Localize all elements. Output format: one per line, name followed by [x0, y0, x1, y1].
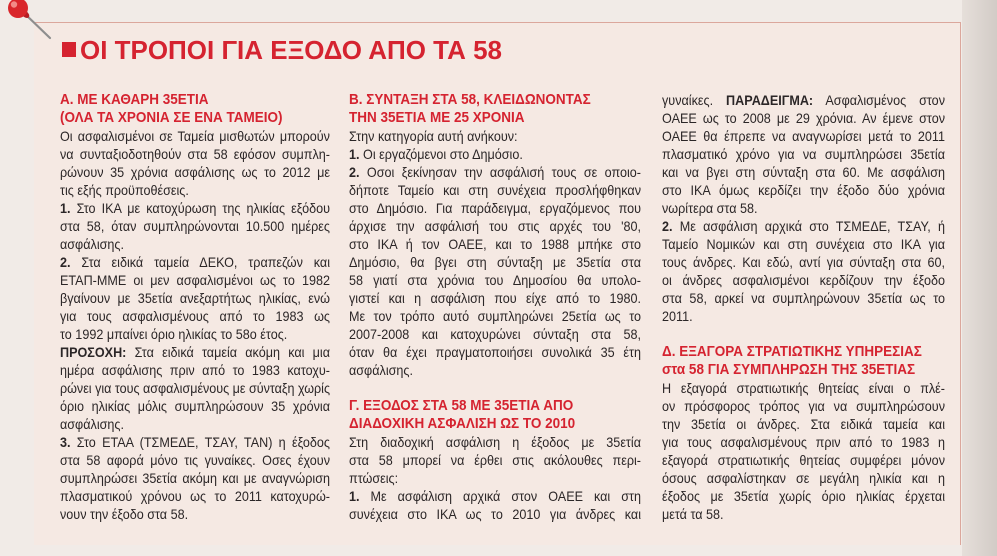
- text-segment: όριο ηλικίας μόλις συμπληρώσουν 35 χρόνια: [60, 398, 330, 414]
- text-line-inner: [662, 91, 945, 109]
- text-segment: 2007-2008 και κατοχυρώνει σύνταξη στα 58,: [349, 326, 642, 342]
- text-line: [662, 163, 945, 181]
- text-segment: ρώνει για τους ασφαλισμένους με σύνταξη χωρίς: [60, 380, 330, 396]
- text-segment: νωρίτερα στα 58.: [662, 200, 758, 216]
- text-segment: στα 58 μπορεί να έρθει στις ακόλουθες περι-: [349, 452, 642, 468]
- text-line: [60, 145, 330, 163]
- text-line: [60, 163, 330, 181]
- heading-line: [662, 343, 945, 361]
- text-segment: ρώνουν 35 χρόνια ασφάλισης ως το 2012 με: [60, 164, 330, 180]
- text-column-1: [60, 91, 330, 523]
- text-line-inner: [349, 145, 523, 163]
- article-section: [349, 397, 641, 523]
- bold-text: ΠΑΡΑΔΕΙΓΜΑ:: [726, 92, 814, 108]
- text-segment: Στο ΙΚΑ με κατοχύρωση της ηλικίας εξόδου: [70, 200, 331, 216]
- heading-line: [60, 109, 330, 127]
- text-segment: συμπληρώσει 35ετία ακόμη και με αναγνώριση: [60, 470, 330, 486]
- text-line: [662, 307, 945, 325]
- text-segment: ασφάλισης.: [349, 362, 413, 378]
- text-segment: πλασματικό χρόνο για να συμπληρώσει 35ετία: [662, 146, 945, 162]
- text-segment: Με ασφάλιση αρχικά στον ΟΑΕΕ και στη: [359, 488, 641, 504]
- text-line-inner: [349, 253, 641, 271]
- paragraph: [662, 379, 945, 523]
- text-line-inner: [662, 307, 693, 325]
- text-line-inner: [60, 199, 330, 217]
- text-segment: πτώσεις:: [349, 470, 399, 486]
- text-line: [60, 271, 330, 289]
- text-segment: στο ΙΚΑ όμως κερδίζει την έξοδο δύο χρόνια: [662, 182, 946, 198]
- text-line: [349, 451, 641, 469]
- article-section: [60, 91, 330, 523]
- text-line: [60, 217, 330, 235]
- text-segment: Στην κατηγορία αυτή ανήκουν:: [349, 128, 518, 144]
- text-segment: στο Δημόσιο. Για παράδειγμα, εργαζόμενος που: [349, 200, 641, 216]
- text-line: [662, 415, 945, 433]
- paragraph: [349, 127, 641, 145]
- heading-line-inner: [60, 91, 209, 109]
- text-segment: στα 58, όταν συμπληρώνονται 10.500 ημέρες: [60, 218, 330, 234]
- text-line: [60, 199, 330, 217]
- text-segment: πλασματικού χρόνου ως το 2011 κατοχυρώ-: [60, 488, 330, 504]
- text-segment: άρχισε την ασφάλισή του στις αρχές του '80,: [349, 218, 641, 234]
- article-section: [662, 343, 945, 523]
- text-line-inner: [662, 109, 945, 127]
- heading-text: Α. ΜΕ ΚΑΘΑΡΗ 35ΕΤΙΑ: [60, 91, 209, 108]
- text-line: [662, 91, 945, 109]
- text-line: [349, 217, 641, 235]
- text-segment: Στα ειδικά ταμεία ΔΕΚΟ, τραπεζών και: [70, 254, 331, 270]
- text-line-inner: [349, 505, 641, 523]
- text-line-inner: [60, 217, 330, 235]
- text-line: [349, 433, 641, 451]
- text-segment: ασφάλισης.: [60, 416, 124, 432]
- heading-line: [349, 397, 641, 415]
- heading-line: [349, 415, 641, 433]
- text-line-inner: [662, 181, 945, 199]
- text-line-inner: [60, 379, 330, 397]
- text-line-inner: [60, 181, 189, 199]
- text-segment: Στα ειδικά ταμεία ακόμη και μια: [126, 344, 330, 360]
- text-line: [662, 379, 945, 397]
- text-line-inner: [662, 397, 945, 415]
- heading-text: (ΟΛΑ ΤΑ ΧΡΟΝΙΑ ΣΕ ΕΝΑ ΤΑΜΕΙΟ): [60, 109, 283, 126]
- bold-text: 2.: [662, 218, 673, 234]
- section-heading: [349, 91, 641, 127]
- text-line-inner: [60, 253, 330, 271]
- text-line-inner: [349, 181, 641, 199]
- text-segment: Δημόσιο, θα βγει στη σύνταξη με 35ετία στα: [349, 254, 641, 270]
- text-line: [662, 505, 945, 523]
- heading-text: Δ. ΕΞΑΓΟΡΑ ΣΤΡΑΤΙΩΤΙΚΗΣ ΥΠΗΡΕΣΙΑΣ: [662, 343, 922, 360]
- text-line-inner: [60, 451, 330, 469]
- text-line-inner: [662, 235, 945, 253]
- text-line: [349, 325, 641, 343]
- heading-text: Γ. ΕΞΟΔΟΣ ΣΤΑ 58 ΜΕ 35ΕΤΙΑ ΑΠΟ: [349, 397, 574, 414]
- bold-text: 2.: [60, 254, 71, 270]
- text-line: [60, 415, 330, 433]
- bold-text: 2.: [349, 164, 360, 180]
- text-segment: Με ασφάλιση αρχικά στο ΤΣΜΕΔΕ, ΤΣΑΥ, ή: [672, 218, 946, 234]
- section-heading: [662, 343, 945, 379]
- bold-text: 1.: [349, 488, 360, 504]
- text-line-inner: [349, 343, 641, 361]
- text-segment: ΕΤΑΠ-ΜΜΕ οι μεν ασφαλισμένοι ως το 1982: [60, 272, 330, 288]
- text-line: [662, 451, 945, 469]
- text-segment: όταν θα έχει πραγματοποιήσει συνολικά 35 έτη: [349, 344, 641, 360]
- text-line: [662, 145, 945, 163]
- text-segment: βγαίνουν με 35ετία ανεξαρτήτως ηλικίας, ενώ: [60, 290, 330, 306]
- text-line: [60, 451, 330, 469]
- text-segment: ασφάλισης.: [60, 236, 124, 252]
- text-segment: τις εξής προϋποθέσεις.: [60, 182, 189, 198]
- text-segment: στα 58, αρκεί να συμπληρώνουν 35ετία ως το: [662, 290, 946, 306]
- bold-text: ΠΡΟΣΟΧΗ:: [60, 344, 127, 360]
- text-line-inner: [60, 433, 330, 451]
- heading-line-inner: [349, 415, 575, 433]
- text-segment: γιστεί και η ασφάλιση που είχε από το 1980.: [349, 290, 641, 306]
- text-line-inner: [60, 487, 330, 505]
- text-line-inner: [662, 415, 945, 433]
- text-segment: Η εξαγορά στρατιωτικής θητείας είναι ο πλέ-: [662, 380, 946, 396]
- text-segment: ον πρόσφορος τρόπος για να συμπληρώσουν: [662, 398, 946, 414]
- paragraph: [349, 163, 641, 379]
- text-segment: νουν την έξοδο στα 58.: [60, 506, 189, 522]
- text-line: [662, 253, 945, 271]
- text-segment: το 1992 μπαίνει όριο ηλικίας το 58ο έτος.: [60, 326, 288, 342]
- text-line-inner: [662, 145, 945, 163]
- text-segment: ημέρα ασφάλισης πριν από το 1983 κατοχυ-: [60, 362, 330, 378]
- text-line: [60, 505, 330, 523]
- heading-text: ΔΙΑΔΟΧΙΚΗ ΑΣΦΑΛΙΣΗ ΩΣ ΤΟ 2010: [349, 415, 576, 432]
- text-segment: Με τον τρόπο αυτό συμπληρώνει 25ετία ως το: [349, 308, 642, 324]
- text-line: [349, 469, 641, 487]
- text-line: [662, 469, 945, 487]
- text-line-inner: [349, 271, 641, 289]
- text-line: [349, 361, 641, 379]
- text-line-inner: [349, 235, 641, 253]
- paragraph: [349, 487, 641, 523]
- text-segment: τους άνδρες. Και εδώ, αντί για σύνταξη στα 60,: [662, 254, 945, 270]
- text-segment: γυναίκες.: [662, 92, 727, 108]
- heading-line-inner: [662, 361, 915, 379]
- text-line: [662, 289, 945, 307]
- text-line-inner: [662, 379, 945, 397]
- text-segment: εξαγορά στρατιωτικής θητείας συμφέρει μόνον: [662, 452, 946, 468]
- text-segment: για τους ασφαλισμένους από το 1983 ως: [60, 308, 330, 324]
- text-line: [662, 217, 945, 235]
- text-line: [349, 235, 641, 253]
- text-segment: στο ΙΚΑ ή τον ΟΑΕΕ, και το 1988 μπήκε στο: [349, 236, 642, 252]
- text-line-inner: [349, 451, 641, 469]
- text-line: [60, 253, 330, 271]
- paragraph: [662, 217, 945, 325]
- text-line: [60, 235, 330, 253]
- text-line-inner: [349, 289, 641, 307]
- text-line: [60, 433, 330, 451]
- text-segment: και να βγει στη σύνταξη στα 60. Με ασφάλιση: [662, 164, 945, 180]
- text-line: [60, 127, 330, 145]
- text-segment: Ασφαλισμένος στον: [813, 92, 945, 108]
- text-line-inner: [662, 253, 945, 271]
- paragraph: [60, 253, 330, 343]
- text-line: [349, 307, 641, 325]
- text-line-inner: [60, 361, 330, 379]
- text-line: [60, 397, 330, 415]
- text-line-inner: [60, 325, 287, 343]
- text-line-inner: [60, 415, 124, 433]
- text-line-inner: [662, 505, 724, 523]
- paragraph: [60, 199, 330, 253]
- text-line-inner: [60, 505, 188, 523]
- heading-text: στα 58 ΓΙΑ ΣΥΜΠΛΗΡΩΣΗ ΤΗΣ 35ΕΤΙΑΣ: [662, 361, 916, 378]
- text-segment: Στη διαδοχική ασφάλιση η έξοδος με 35ετία: [349, 434, 642, 450]
- text-segment: μετά τα 58.: [662, 506, 724, 522]
- heading-line: [349, 91, 641, 109]
- text-line-inner: [662, 127, 945, 145]
- text-line: [349, 487, 641, 505]
- text-line-inner: [349, 199, 641, 217]
- paragraph: [349, 433, 641, 487]
- bold-text: 1.: [349, 146, 360, 162]
- text-line-inner: [662, 271, 945, 289]
- text-line-inner: [60, 343, 330, 361]
- text-segment: Οι ασφαλισμένοι σε Ταμεία μισθωτών μπορούν: [60, 128, 330, 144]
- text-line-inner: [349, 307, 641, 325]
- text-line-inner: [60, 127, 330, 145]
- text-line-inner: [349, 361, 413, 379]
- text-column-3: [662, 91, 945, 523]
- text-line: [60, 361, 330, 379]
- text-line: [349, 145, 641, 163]
- text-line-inner: [349, 127, 518, 145]
- text-line: [60, 307, 330, 325]
- heading-line-inner: [349, 397, 573, 415]
- text-line-inner: [662, 163, 945, 181]
- text-line: [662, 127, 945, 145]
- paragraph: [60, 433, 330, 523]
- text-line-inner: [60, 235, 124, 253]
- text-segment: για τους ασφαλισμένους πριν από το 1983 η: [662, 434, 945, 450]
- paragraph: [60, 343, 330, 433]
- heading-text: Β. ΣΥΝΤΑΞΗ ΣΤΑ 58, ΚΛΕΙΔΩΝΟΝΤΑΣ: [349, 91, 591, 108]
- text-segment: Οσοι ξεκίνησαν την ασφάλισή τους σε οποιο-: [359, 164, 641, 180]
- text-segment: όσους ασφαλίστηκαν σε μεγάλη ηλικία και η: [662, 470, 946, 486]
- heading-line-inner: [60, 109, 282, 127]
- text-segment: Οι εργαζόμενοι στο Δημόσιο.: [359, 146, 523, 162]
- text-line-inner: [60, 397, 330, 415]
- text-line-inner: [60, 289, 330, 307]
- text-segment: 58 γιατί στα χρόνια του Δημοσίου θα υπολο-: [349, 272, 642, 288]
- text-line-inner: [60, 145, 330, 163]
- text-line-inner: [60, 307, 330, 325]
- paragraph: [349, 145, 641, 163]
- text-segment: συνέχεια στο ΙΚΑ ως το 2010 για άνδρες και: [349, 506, 641, 522]
- text-line-inner: [60, 163, 330, 181]
- article-section: [662, 91, 945, 325]
- text-segment: έξοδος με 35ετία χωρίς όριο ηλικίας έρχεται: [662, 488, 945, 504]
- text-line: [349, 127, 641, 145]
- text-segment: ΟΑΕΕ θα έπρεπε να αναγνωρίσει μετά το 2011: [662, 128, 946, 144]
- article-title: [80, 35, 502, 65]
- text-line: [60, 487, 330, 505]
- text-line-inner: [349, 487, 641, 505]
- text-line: [662, 235, 945, 253]
- text-line-inner: [60, 271, 330, 289]
- paragraph: [60, 127, 330, 199]
- text-line: [662, 397, 945, 415]
- text-line: [349, 181, 641, 199]
- text-line: [662, 271, 945, 289]
- text-line: [662, 487, 945, 505]
- text-line-inner: [662, 469, 945, 487]
- heading-line-inner: [349, 109, 525, 127]
- text-segment: να συνταξιοδοτηθούν στα 58 εφόσον συμπλη-: [60, 146, 330, 162]
- article-title-text: ΟΙ ΤΡΟΠΟΙ ΓΙΑ ΕΞΟΔΟ ΑΠΟ ΤΑ 58: [80, 35, 502, 65]
- text-line: [662, 199, 945, 217]
- text-line-inner: [662, 199, 758, 217]
- heading-text: ΤΗΝ 35ΕΤΙΑ ΜΕ 25 ΧΡΟΝΙΑ: [349, 109, 525, 126]
- text-segment: 2011.: [662, 308, 693, 324]
- text-segment: στα 58 αφορά μόνο τις γυναίκες. Οσες έχουν: [60, 452, 330, 468]
- section-heading: [60, 91, 330, 127]
- heading-line: [60, 91, 330, 109]
- text-line: [349, 253, 641, 271]
- heading-line-inner: [662, 343, 922, 361]
- scan-edge: [962, 0, 997, 556]
- text-line: [349, 505, 641, 523]
- text-line-inner: [662, 487, 945, 505]
- text-line: [349, 343, 641, 361]
- text-line: [60, 289, 330, 307]
- text-line-inner: [349, 325, 641, 343]
- article-section: [349, 91, 641, 379]
- paragraph: [662, 91, 945, 217]
- text-line: [349, 271, 641, 289]
- pushpin-icon: [0, 0, 64, 48]
- text-segment: ΟΑΕΕ ως το 2008 με 29 χρόνια. Αν έμενε στον: [662, 110, 946, 126]
- text-line-inner: [349, 163, 641, 181]
- text-line-inner: [662, 289, 945, 307]
- text-line-inner: [349, 469, 398, 487]
- text-line: [60, 469, 330, 487]
- text-line: [60, 343, 330, 361]
- text-line-inner: [349, 433, 641, 451]
- title-bullet: [62, 42, 76, 57]
- text-line-inner: [662, 433, 945, 451]
- text-segment: οι άνδρες ασφαλισμένοι κερδίζουν την έξοδο: [662, 272, 945, 288]
- text-segment: την 35ετία οι άνδρες. Στα ειδικά ταμεία και: [662, 416, 946, 432]
- section-heading: [349, 397, 641, 433]
- text-line: [60, 379, 330, 397]
- text-column-2: [349, 91, 641, 523]
- text-line: [349, 289, 641, 307]
- text-line: [662, 109, 945, 127]
- heading-line: [662, 361, 945, 379]
- text-line-inner: [662, 217, 945, 235]
- text-segment: δήποτε Ταμείο και στη συνέχεια προσλήφθηκαν: [349, 182, 642, 198]
- text-line-inner: [662, 451, 945, 469]
- text-line: [60, 181, 330, 199]
- text-line: [662, 433, 945, 451]
- heading-line: [349, 109, 641, 127]
- text-segment: Στο ΕΤΑΑ (ΤΣΜΕΔΕ, ΤΣΑΥ, ΤΑΝ) η έξοδος: [70, 434, 331, 450]
- heading-line-inner: [349, 91, 591, 109]
- bold-text: 1.: [60, 200, 71, 216]
- text-line-inner: [60, 469, 330, 487]
- bold-text: 3.: [60, 434, 71, 450]
- text-line-inner: [349, 217, 641, 235]
- text-line: [349, 163, 641, 181]
- text-line: [60, 325, 330, 343]
- text-line: [662, 181, 945, 199]
- text-line: [349, 199, 641, 217]
- text-segment: Ταμείο Νομικών και στη συνέχεια στο ΙΚΑ για: [662, 236, 946, 252]
